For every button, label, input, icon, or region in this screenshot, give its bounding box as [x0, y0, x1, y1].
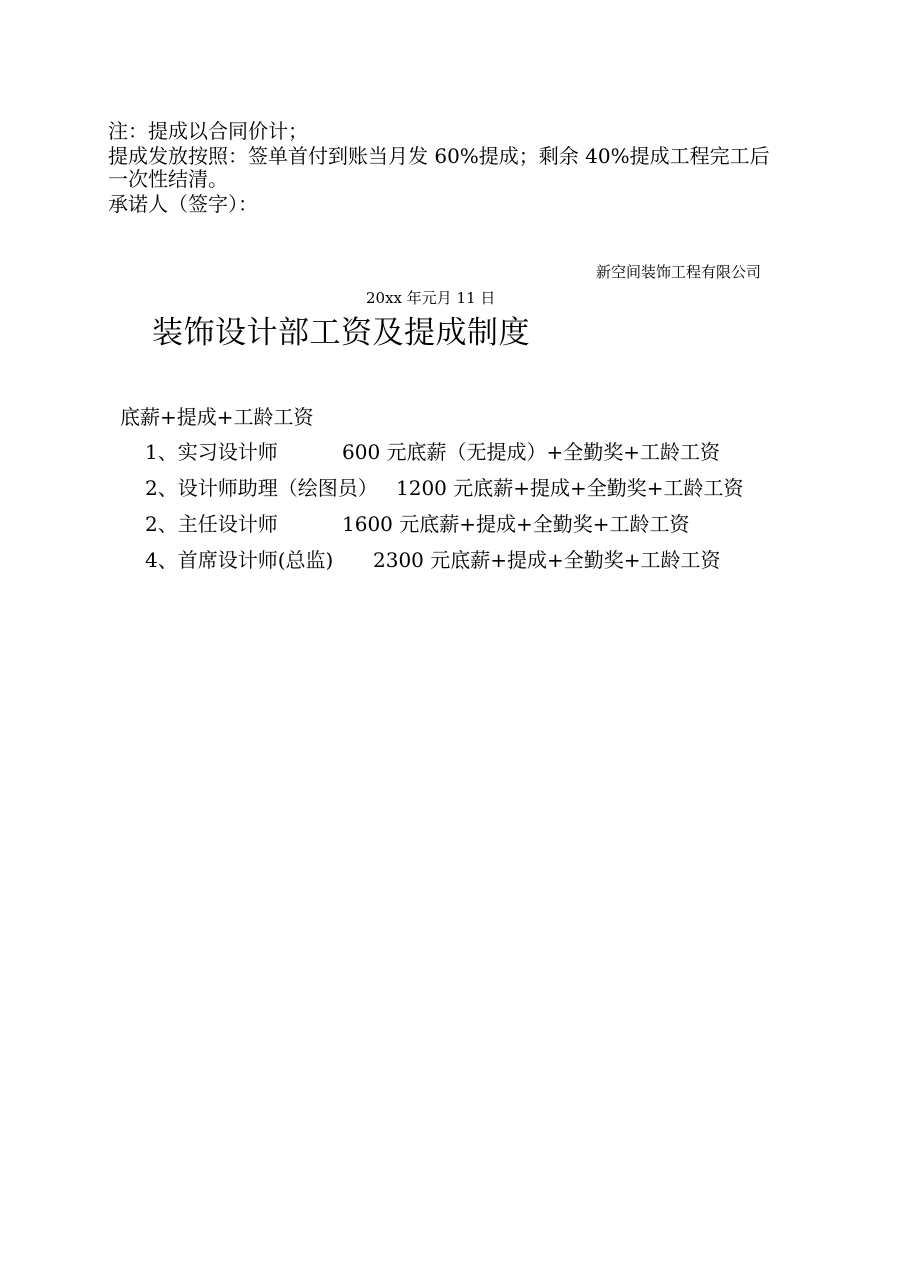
salary-formula: 底薪+提成+工龄工资 [120, 405, 314, 429]
company-name: 新空间装饰工程有限公司 [596, 263, 762, 281]
note-commission-basis: 注：提成以合同价计； [108, 119, 308, 143]
row-pay: 1600 元底薪+提成+全勤奖+工龄工资 [342, 512, 690, 536]
row-role: 4、首席设计师(总监) [145, 548, 334, 572]
note-payout-terms-continued: 一次性结清。 [108, 167, 228, 191]
page-title: 装饰设计部工资及提成制度 [152, 315, 530, 351]
signatory-label: 承诺人（签字）： [108, 192, 258, 216]
row-role: 2、设计师助理（绘图员） [145, 476, 378, 500]
row-role: 1、实习设计师 [145, 440, 278, 464]
note-payout-terms: 提成发放按照：签单首付到账当月发 60%提成；剩余 40%提成工程完工后 [108, 144, 770, 168]
row-pay: 2300 元底薪+提成+全勤奖+工龄工资 [373, 548, 721, 572]
row-role: 2、主任设计师 [145, 512, 278, 536]
row-pay: 600 元底薪（无提成）+全勤奖+工龄工资 [342, 440, 721, 464]
row-pay: 1200 元底薪+提成+全勤奖+工龄工资 [396, 476, 744, 500]
document-date: 20xx 年元月 11 日 [366, 289, 496, 307]
